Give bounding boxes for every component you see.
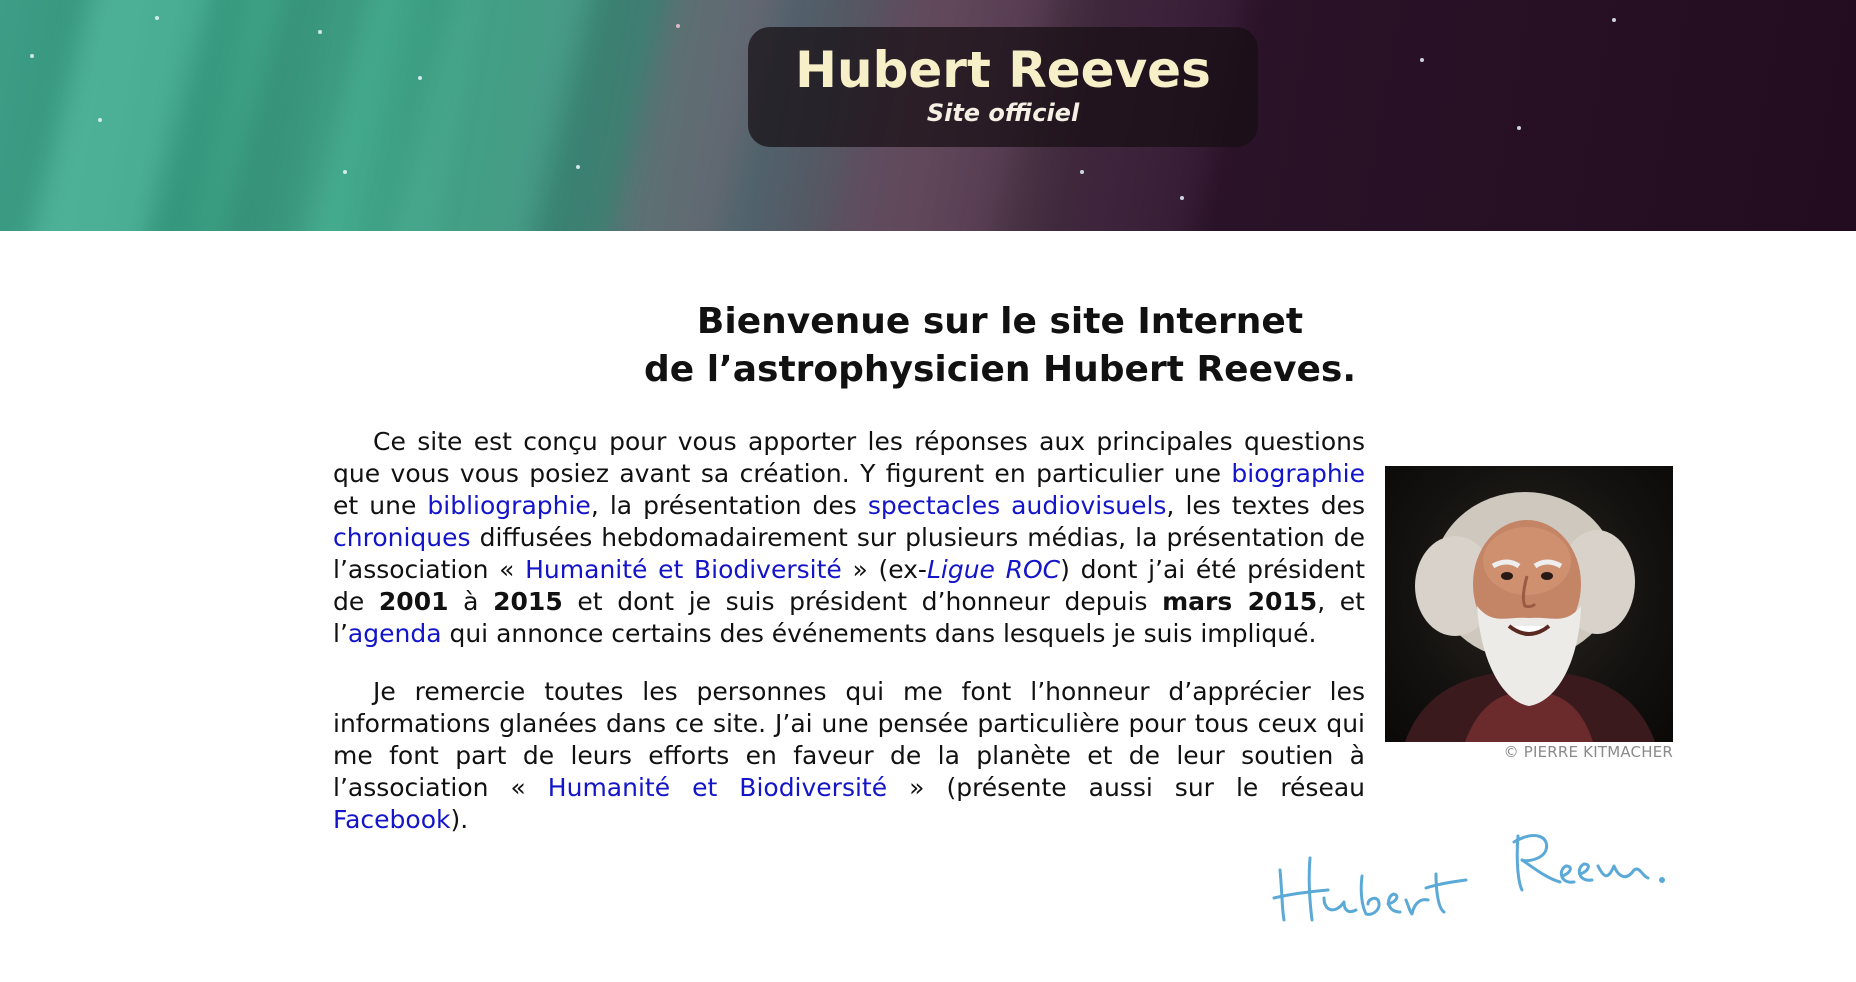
star: [30, 54, 34, 58]
portrait-illustration: [1385, 466, 1673, 742]
portrait-photo: [1385, 466, 1673, 742]
link-spectacles-audiovisuels[interactable]: spectacles audiovisuels: [867, 491, 1167, 520]
link-biographie[interactable]: biographie: [1231, 459, 1365, 488]
star: [1420, 58, 1424, 62]
year-end: 2015: [493, 587, 563, 616]
aurora-streak: [20, 0, 220, 231]
main-text: [333, 426, 1365, 862]
link-chroniques[interactable]: chroniques: [333, 523, 471, 552]
signature-image: [1270, 820, 1680, 930]
aurora-streak: [210, 0, 380, 231]
headline-line-2: de l’astrophysicien Hubert Reeves.: [643, 349, 1357, 390]
honor-date: mars 2015: [1162, 587, 1318, 616]
star: [1612, 18, 1616, 22]
text-span: et dont je suis président d’honneur depuis: [562, 587, 1163, 616]
link-humanite-biodiversite[interactable]: Humanité et Biodiversité: [525, 555, 842, 584]
thanks-paragraph: [333, 676, 1365, 836]
intro-paragraph: [333, 426, 1365, 650]
handwritten-signature: [1270, 820, 1680, 930]
text-span: , la présentation des: [590, 491, 868, 520]
star: [576, 165, 580, 169]
header-banner: [0, 0, 1856, 231]
text-span: à: [448, 587, 494, 616]
site-subtitle: Site officiel: [926, 99, 1080, 127]
star: [155, 16, 159, 20]
star: [98, 118, 102, 122]
link-facebook[interactable]: Facebook: [333, 805, 451, 834]
year-start: 2001: [378, 587, 449, 616]
star: [343, 170, 347, 174]
text-span: et une: [333, 491, 428, 520]
text-span: diffusées hebdomadairement sur plusieurs médias, la présentation de l’association «: [333, 523, 1365, 584]
headline-line-1: Bienvenue sur le site Internet: [696, 301, 1304, 342]
star: [1080, 170, 1084, 174]
text-span: qui annonce certains des événements dans lesquels je suis impliqué.: [441, 619, 1317, 648]
site-title-box[interactable]: [748, 27, 1258, 147]
star: [1180, 196, 1184, 200]
star: [676, 24, 680, 28]
star: [418, 76, 422, 80]
photo-credit: © PIERRE KITMACHER: [1503, 743, 1673, 761]
text-span: » (présente aussi sur le réseau: [887, 773, 1365, 802]
text-span: , les textes des: [1166, 491, 1365, 520]
text-span: ).: [450, 805, 469, 834]
text-span: ) dont j’ai été président de: [333, 555, 1366, 616]
link-agenda[interactable]: agenda: [347, 619, 442, 648]
star: [1517, 126, 1521, 130]
star: [318, 30, 322, 34]
text-span: Je remercie toutes les personnes qui me font l’honneur d’apprécier les informations glanées dans ce site. J’ai une pensée particulière pour tous ceux qui me font part de leurs efforts en faveur de la planète et de leur soutien à l’association «: [333, 677, 1365, 802]
text-span: » (ex-: [841, 555, 927, 584]
link-ligue-roc[interactable]: Ligue ROC: [926, 555, 1061, 584]
text-span: , et l’: [333, 587, 1365, 648]
link-bibliographie[interactable]: bibliographie: [427, 491, 591, 520]
welcome-headline: [600, 298, 1400, 394]
aurora-streak: [380, 0, 600, 231]
text-span: Ce site est conçu pour vous apporter les réponses aux principales questions que vous vous posiez avant sa création. Y figurent en particulier une: [333, 427, 1365, 488]
site-title[interactable]: Hubert Reeves: [795, 41, 1211, 99]
link-humanite-biodiversite-2[interactable]: Humanité et Biodiversité: [547, 773, 888, 802]
